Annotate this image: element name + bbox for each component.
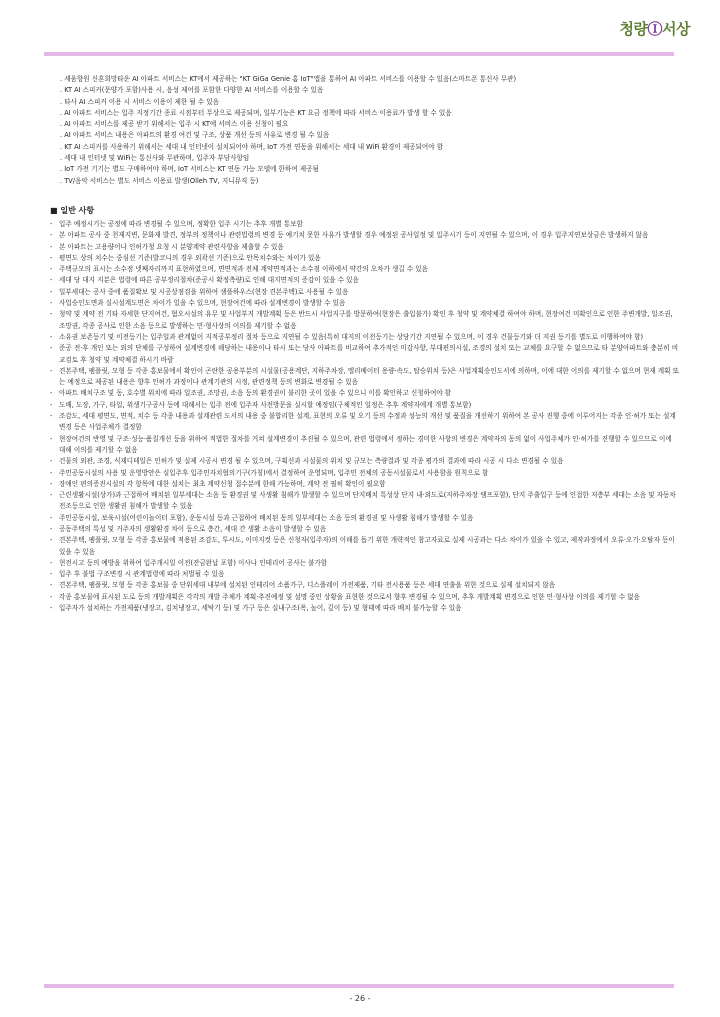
general-note-item — [50, 524, 680, 535]
bullet-dash: - — [50, 604, 53, 613]
bullet-dash: - — [50, 524, 53, 533]
bullet-dash: - — [50, 581, 53, 590]
ai-service-item: . TV/음악 서비스는 별도 서비스 이용료 발생(Olleh TV, 지니뮤직 등) — [60, 176, 259, 185]
general-note-item — [50, 332, 680, 343]
general-note-text: 장애인 편의증진시설의 각 항목에 대한 설치는 최초 계약신청 접수분에 한해 가능하며, 계약 전 필히 확인이 필요함 — [59, 479, 386, 488]
general-note-item — [50, 366, 680, 389]
page-number: - 26 - — [349, 994, 371, 1003]
general-notes-list — [50, 219, 680, 614]
bullet-dash: - — [50, 231, 53, 240]
general-note-item — [50, 242, 680, 253]
general-note-text: 청약 및 계약 전 기타 자세한 단지여건, 혐오시설의 유무 및 사업부지 개발계획 등은 반드시 사업지구를 방문하여(현장은 출입불가) 확인 후 청약 및 계약체결 하여야 하며, 현장여건 미확인으로 인한 주변개발, 일조권, 조망권, 각종 공사로 인한 소음 등으로 발생하는 민·형사상의 이의를 제기할 수 없음 — [59, 310, 673, 330]
general-note-text: 견본주택, 팸플릿, 모형 등 각종 홍보물에 적용된 조감도, 투시도, 이미지컷 등은 신청자(입주자)의 이해를 돕기 위한 개략적인 참고자료로 실제 시공과는 다소 차이가 있을 수 있고, 제작과정에서 오류·오기·오탈자 등이 있을 수 있음 — [59, 536, 675, 556]
general-note-item — [50, 569, 680, 580]
ai-service-list — [50, 74, 680, 187]
general-note-item — [50, 456, 680, 467]
bullet-dash: - — [50, 592, 53, 601]
general-note-text: 견본주택, 팸플릿, 모형 등 각종 홍보물에서 확인이 곤란한 공용부분의 시설물(공용계단, 지하주차장, 엘리베이터 용량·속도, 탑승위치 등)은 사업계획승인도서에 의하며, 이에 대한 이의를 제기할 수 없으며 현재 계획 또는 예정으로 제공된 내용은 향후 인허가 과정이나 관계기관의 시정, 관련정책 등의 변화로 변경될 수 있음 — [59, 366, 679, 387]
bullet-dash: - — [50, 332, 53, 341]
general-note-item — [50, 219, 680, 230]
general-note-text: 주민공동시설의 사용 및 운영방안은 실입주후 입주민자치협의기구(가칭)에서 결정하여 운영되며, 입주민 전체의 공동시설물로서 사용함을 원칙으로 함 — [59, 468, 489, 477]
ai-service-item: . AI 아파트 서비스 내용은 아파트의 환경 여건 및 구조, 상품 개선 등의 사유로 변경 될 수 있음 — [60, 131, 330, 140]
bullet-dash: - — [50, 344, 53, 353]
bullet-dash: - — [50, 479, 53, 488]
general-note-text: 도배, 도장, 가구, 타일, 위생기구공사 등에 대해서는 입주 전에 입주자 사전방문을 실시할 예정임(구체적인 일정은 추후 계약자에게 개별 통보함) — [59, 400, 472, 409]
general-note-item — [50, 603, 680, 614]
general-note-item — [50, 411, 680, 434]
general-note-text: 일부세대는 공사 중에 품질확보 및 시공상점검을 위하여 샘플하우스(현장 견본주택)로 사용될 수 있음 — [59, 287, 349, 296]
ai-service-item: . 타사 AI 스피커 이용 시 서비스 이용이 제한 될 수 있음 — [60, 97, 219, 106]
general-note-item — [50, 468, 680, 479]
ai-service-item: . IoT 가전 기기는 별도 구매하여야 하며, IoT 서비스는 KT 연동 가능 모델에 한하여 제공됨 — [60, 165, 319, 174]
general-note-item — [50, 275, 680, 286]
ai-service-item: . 세대 내 인터넷 및 WiFi는 통신사와 무관하며, 입주자 부담사항임 — [60, 154, 250, 163]
general-note-item — [50, 343, 680, 366]
general-note-text: 조감도, 세대 평면도, 면적, 치수 등 각종 내용과 설계관련 도서의 내용 중 불합리한 설계, 표현의 오류 및 오기 등의 수정과 성능의 개선 및 품질을 개선하기 위하여 본 공사 진행 중에 이루어지는 각종 인·허가 또는 설계변경 등은 사업주체가 결정함 — [59, 412, 676, 432]
general-note-text: 입주 예정시기는 공정에 따라 변경될 수 있으며, 정확한 입주 시기는 추후 개별 통보함 — [59, 219, 303, 228]
logo-text-mid: Ⓘ — [647, 20, 663, 38]
general-note-text: 입주자가 설치하는 가전제품(냉장고, 김치냉장고, 세탁기 등) 및 가구 등은 실내구조(폭, 높이, 깊이 등) 및 형태에 따라 배치 불가능할 수 있음 — [59, 604, 462, 613]
bullet-dash: - — [50, 389, 53, 398]
ai-service-item: . KT AI 스피커를 사용하기 위해서는 세대 내 인터넷이 설치되어야 하며, IoT 가전 연동을 위해서는 세대 내 WiFi 환경이 제공되어야 함 — [60, 142, 444, 151]
general-note-item — [50, 400, 680, 411]
bullet-dash: - — [50, 468, 53, 477]
general-note-item — [50, 298, 680, 309]
general-note-text: 공동주택의 특성 및 거주자의 생활환경 차이 등으로 층간, 세대 간 생활 소음이 발생할 수 있음 — [59, 524, 327, 533]
bullet-dash: - — [50, 491, 53, 500]
general-note-item — [50, 513, 680, 524]
ai-service-item: . 세움향원 신혼희망타운 AI 아파트 서비스는 KT에서 제공하는 "KT GiGa Genie 홈 IoT"앱을 통하여 AI 아파트 서비스를 이용할 수 있음(스마트폰 통신사 무관) — [60, 75, 517, 83]
bullet-dash: - — [50, 219, 53, 228]
section-title-general: ■ 일반 사항 — [50, 205, 95, 215]
bullet-dash: - — [50, 570, 53, 579]
general-note-text: 입주 후 불법 구조변경 시 관계법령에 따라 처벌될 수 있음 — [59, 570, 225, 579]
general-note-text: 평면도 상의 치수는 중심선 기준(발코니의 경우 외곽선 기준)으로 안목치수와는 차이가 있음 — [59, 253, 321, 262]
footer-divider — [44, 984, 674, 988]
general-note-text: 근린생활시설(상가)과 근접하여 배치된 일부세대는 소음 등 환경권 및 사생활 침해가 발생할 수 있으며 단지배치 특성상 단지 내·외도로(지하주차장 램프포함), 단지 주출입구 등에 인접한 저층부 세대는 소음 및 자동차 전조등으로 인한 생활권 침해가 발생할 수 있음 — [59, 491, 676, 511]
general-note-item — [50, 264, 680, 275]
bullet-dash: - — [50, 253, 53, 262]
bullet-dash: - — [50, 400, 53, 409]
bullet-dash: - — [50, 558, 53, 567]
general-note-text: 준공 전·후 개인 또는 외의 단체를 구성하여 설계변경에 해당하는 내용이나 타시 또는 당사 아파트를 비교하여 추가적인 미감사항, 부대편의시설, 조경의 설치 또는 교체를 요구할 수 없으므로 타 분양아파트와 충분히 비교검토 후 청약 및 계약체결 하시기 바람 — [59, 344, 679, 364]
general-note-text: 사업승인도면과 실시설계도면은 차이가 있을 수 있으며, 현장여건에 따라 설계변경이 발생할 수 있음 — [59, 299, 346, 308]
general-note-text: 본 아파트는 고용량이나 인허가청 요청 시 분양계약 관련사항을 제출할 수 있음 — [59, 242, 284, 251]
general-note-text: 세대 당 대지 지분은 법령에 따른 공부정리절차(준공시 확정측량)로 인해 대지면적의 증감이 있을 수 있음 — [59, 276, 359, 285]
bullet-dash: - — [50, 310, 53, 319]
general-note-text: 건물의 외관, 조경, 식재디테일은 인허가 및 실제 시공시 변경 될 수 있으며, 구획선과 시설물의 위치 및 규모는 측량결과 및 각종 평가의 결과에 따라 시공 시 다소 변경될 수 있음 — [59, 457, 564, 466]
logo-text-left: 청량 — [619, 20, 648, 38]
general-note-item — [50, 592, 680, 603]
general-note-item — [50, 287, 680, 298]
bullet-dash: - — [50, 265, 53, 274]
bullet-dash: - — [50, 276, 53, 285]
general-note-item — [50, 253, 680, 264]
general-note-item — [50, 535, 680, 558]
general-note-text: 아파트 배치구조 및 동, 호수별 위치에 따라 일조권, 조망권, 소음 등의 환경권이 불리한 곳이 있을 수 있으니 이를 확인하고 신청하여야 함 — [59, 389, 452, 398]
general-note-text: 현전시고 등의 예방을 위하여 입주개시일 이전(잔금완납 포함) 이사나 인테리어 공사는 불가함 — [59, 558, 328, 567]
ai-service-item: . KT AI 스피커(문양가 포함)사용 시, 음성 제어를 포함한 다양한 AI 서비스를 이용할 수 있음 — [60, 86, 324, 95]
header-divider — [44, 52, 674, 56]
general-note-text: 소유권 보존등기 및 이전등기는 입주일과 관계없이 지적공부정리 절차 등으로 지연될 수 있음(특히 대지의 이전등기는 상당기간 지연될 수 있으며, 이 경우 건물등기와 더 지권 등기를 별도로 이행하여야 함) — [59, 332, 644, 341]
ai-service-item: . AI 아파트 서비스는 입주 지정기간 종료 시점부터 무상으로 제공되며, 일부기능은 KT 요금 정책에 따라 서비스 이용료가 발생 할 수 있음 — [60, 108, 452, 117]
general-note-text: 주민공동시설, 보육시설(어린이놀이터 포함), 운동시설 등과 근접하여 배치된 동의 일부세대는 소음 등의 환경권 및 사생활 침해가 발생할 수 있음 — [59, 513, 474, 522]
bullet-dash: - — [50, 434, 53, 443]
bullet-dash: - — [50, 536, 53, 545]
document-body — [50, 74, 680, 614]
general-note-item — [50, 580, 680, 591]
logo-text-right: 서상 — [662, 20, 690, 38]
ai-service-item: . AI 아파트 서비스를 제공 받기 위해서는 입주 시 KT에 서비스 이용 신청이 필요 — [60, 120, 289, 129]
bullet-dash: - — [50, 412, 53, 421]
general-note-text: 견본주택, 팸플릿, 모형 등 각종 홍보물 중 단위세대 내부에 설치된 인테리어 소품가구, 디스플레이 가전제품, 기타 전시용품 등은 세대 연출을 위한 것으로 실제 설치되지 않음 — [59, 581, 556, 590]
general-note-item — [50, 309, 680, 332]
general-note-text: 주택규모의 표시는 소수점 넷째자리까지 표현하였으며, 면면적과 전체 계약면적과는 소수점 이하에서 약간의 오차가 생길 수 있음 — [59, 265, 429, 274]
general-note-text: 현장여건의 반영 및 구조·성능·품질개선 등을 위하여 적법한 절차를 거쳐 설계변경이 추진될 수 있으며, 관련 법령에서 정하는 경미한 사항의 변경은 계약자의 동의 없이 사업주체가 인·허가를 진행할 수 있으므로 이에 대해 이의를 제기할 수 없음 — [59, 434, 672, 454]
general-note-item — [50, 490, 680, 513]
bullet-dash: - — [50, 299, 53, 308]
general-note-item — [50, 388, 680, 399]
bullet-dash: - — [50, 242, 53, 251]
bullet-dash: - — [50, 366, 53, 375]
general-note-item — [50, 479, 680, 490]
general-note-item — [50, 558, 680, 569]
bullet-dash: - — [50, 287, 53, 296]
bullet-dash: - — [50, 457, 53, 466]
brand-logo — [620, 18, 690, 39]
general-note-item — [50, 434, 680, 457]
bullet-dash: - — [50, 513, 53, 522]
general-note-text: 본 아파트 공사 중 천재지변, 문화재 발견, 정부의 정책이나 관련법령의 변경 등 예기치 못한 사유가 발생할 경우 예정된 공사일정 및 입주시기 등이 지연될 수 있으며, 이 경우 입주지연보상금은 발생하지 않음 — [59, 231, 649, 240]
general-note-item — [50, 230, 680, 241]
general-note-text: 각종 홍보물에 표시된 도로 등의 개발계획은 각각의 개발 주체가 계획·추진예정 및 설명 중인 상황을 표현한 것으로서 향후 변경될 수 있으며, 추후 개발계획 변경으로 인한 민·형사상 이의를 제기할 수 없음 — [59, 592, 640, 601]
